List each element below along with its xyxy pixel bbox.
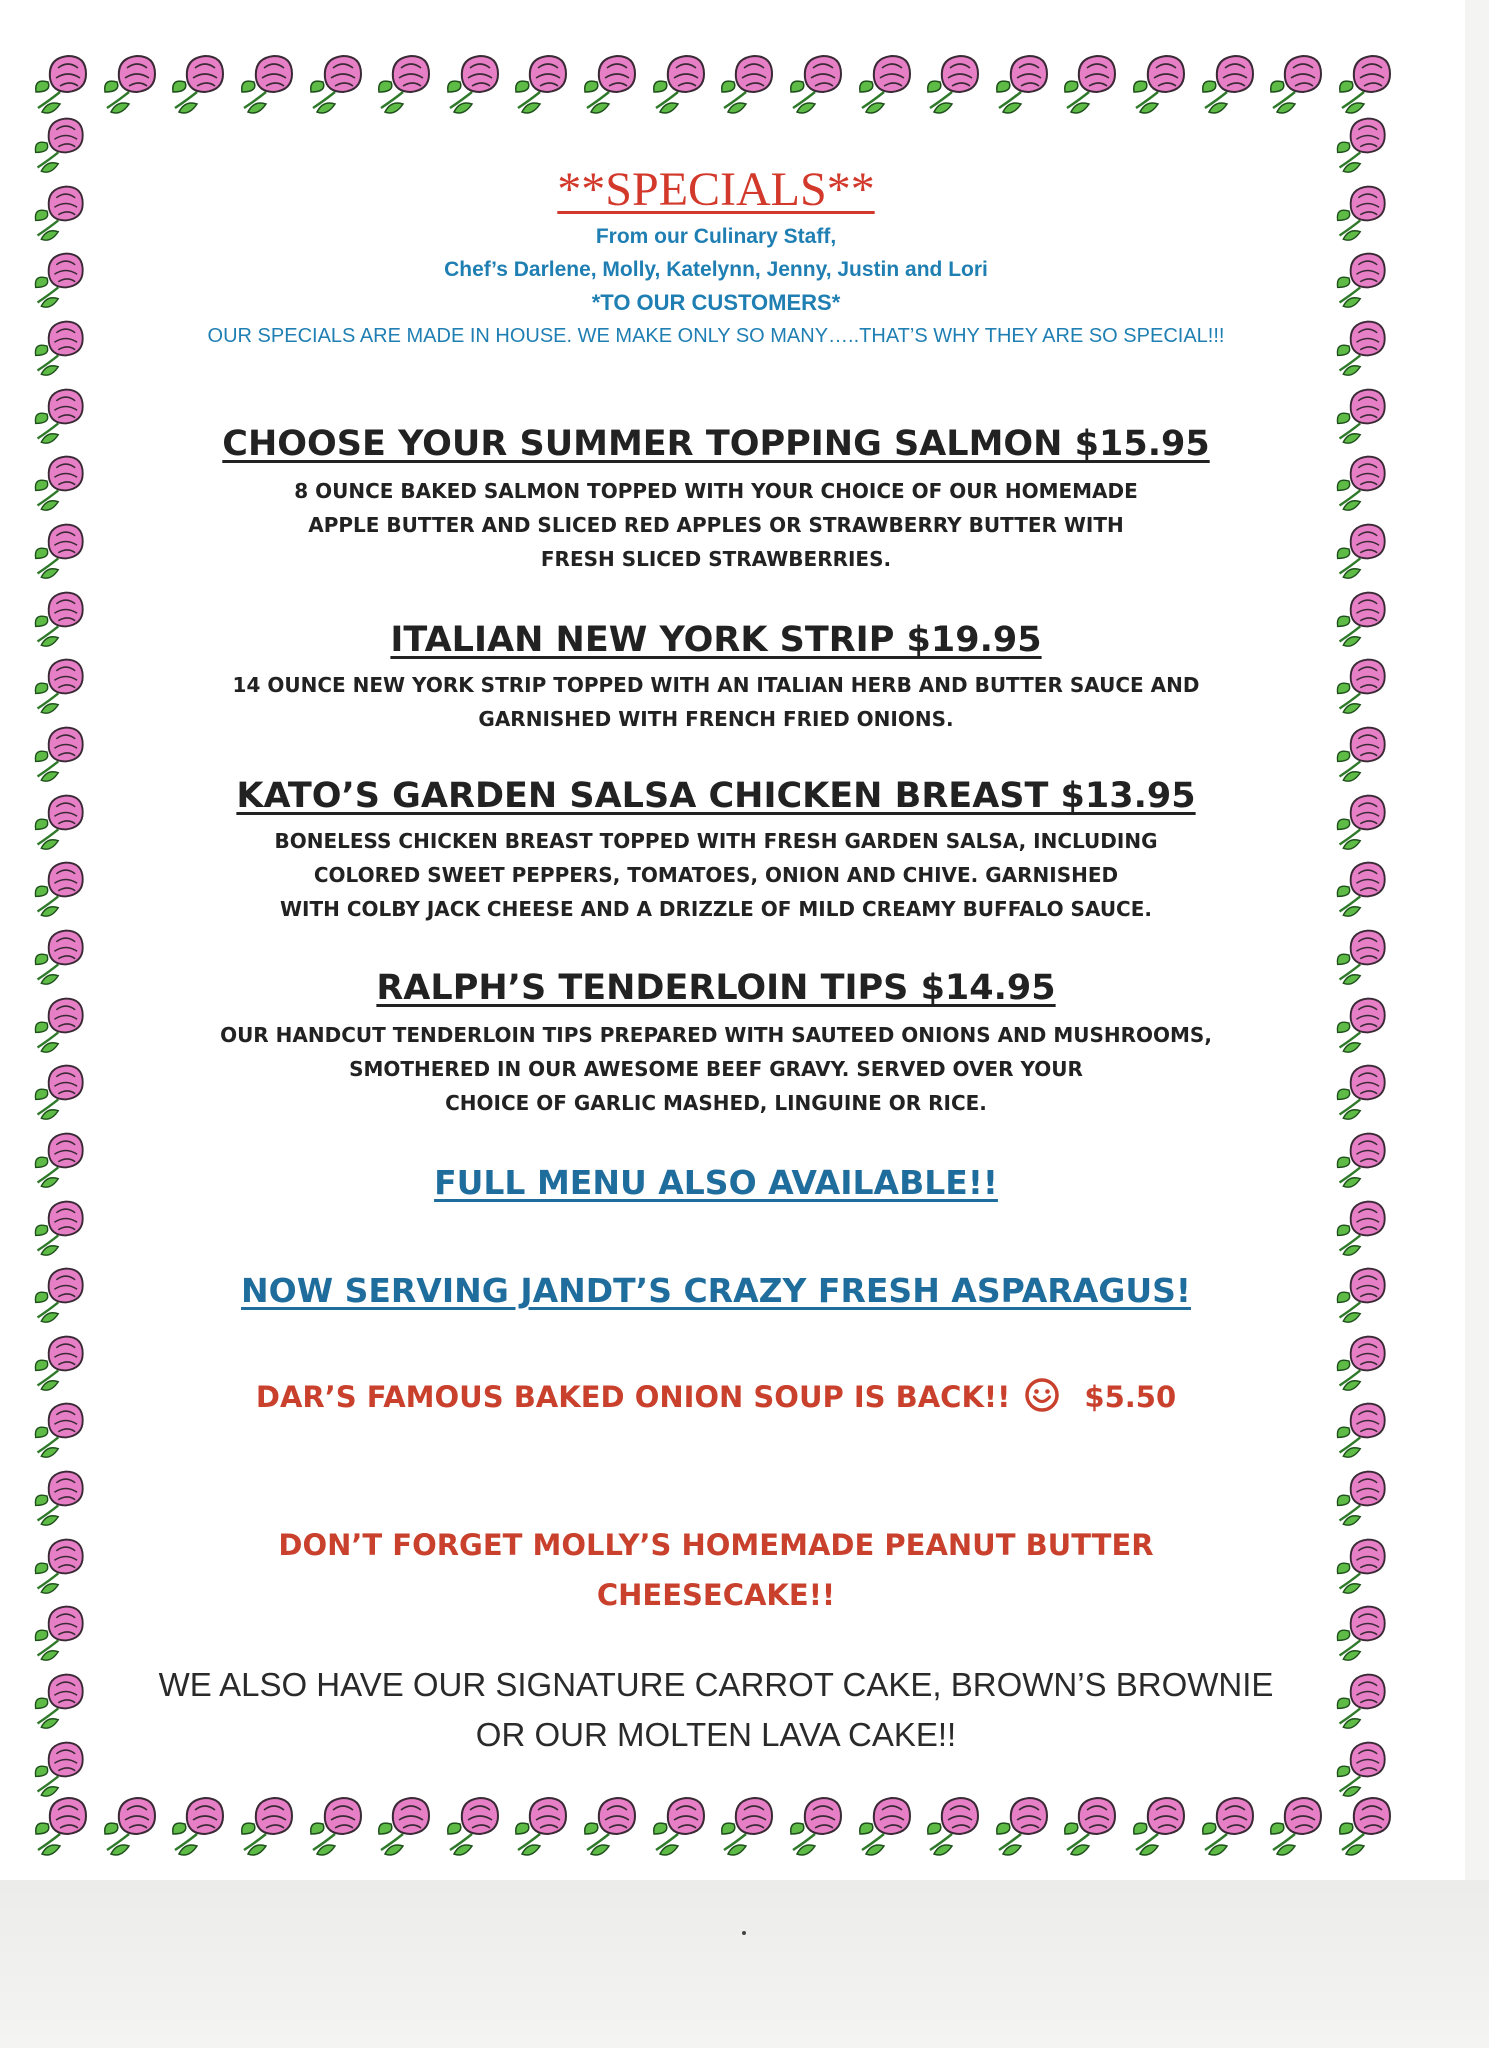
rose-icon — [1332, 1666, 1396, 1732]
rose-icon — [648, 1790, 716, 1858]
rose-icon — [1128, 48, 1196, 116]
rose-icon — [1332, 584, 1396, 650]
rose-border-top — [30, 48, 1402, 118]
rose-icon — [1332, 245, 1396, 311]
rose-icon — [1332, 1328, 1396, 1394]
full-menu-notice-text: FULL MENU ALSO AVAILABLE!! — [434, 1163, 998, 1202]
dish-description-line: CHOICE OF GARLIC MASHED, LINGUINE OR RICE. — [445, 1091, 987, 1115]
rose-icon — [1265, 1790, 1333, 1858]
desserts-notice — [110, 1660, 1322, 1760]
rose-icon — [30, 178, 94, 244]
dish-title-text: ITALIAN NEW YORK STRIP $19.95 — [390, 620, 1042, 660]
rose-icon — [30, 854, 94, 920]
rose-icon — [30, 110, 94, 176]
desserts-line-1: WE ALSO HAVE OUR SIGNATURE CARROT CAKE, BROWN’S BROWNIE — [158, 1666, 1274, 1703]
rose-icon — [167, 48, 235, 116]
rose-icon — [1332, 651, 1396, 717]
rose-border-bottom — [30, 1790, 1402, 1860]
rose-icon — [991, 48, 1059, 116]
dish-title-tenderloin — [110, 966, 1322, 1010]
rose-icon — [1332, 178, 1396, 244]
onion-soup-text: DAR’S FAMOUS BAKED ONION SOUP IS BACK!! — [255, 1380, 1011, 1414]
rose-icon — [30, 1328, 94, 1394]
rose-icon — [30, 719, 94, 785]
rose-border-right — [1332, 110, 1402, 1800]
dish-description-chicken — [110, 824, 1322, 926]
rose-icon — [1334, 1790, 1402, 1858]
asparagus-notice-text: NOW SERVING JANDT’S CRAZY FRESH ASPARAGUS! — [241, 1271, 1191, 1310]
rose-icon — [1128, 1790, 1196, 1858]
rose-icon — [30, 381, 94, 447]
rose-icon — [1332, 1463, 1396, 1529]
dish-description-line: 14 OUNCE NEW YORK STRIP TOPPED WITH AN ITALIAN HERB AND BUTTER SAUCE AND — [232, 673, 1200, 697]
rose-icon — [785, 48, 853, 116]
dish-description-line: OUR HANDCUT TENDERLOIN TIPS PREPARED WITH SAUTEED ONIONS AND MUSHROOMS, — [220, 1023, 1212, 1047]
rose-icon — [579, 48, 647, 116]
dish-description-line: COLORED SWEET PEPPERS, TOMATOES, ONION AND CHIVE. GARNISHED — [313, 863, 1119, 887]
rose-icon — [30, 990, 94, 1056]
rose-icon — [922, 48, 990, 116]
rose-icon — [30, 1260, 94, 1326]
rose-icon — [854, 1790, 922, 1858]
rose-icon — [1265, 48, 1333, 116]
rose-icon — [1332, 381, 1396, 447]
rose-icon — [99, 48, 167, 116]
dish-description-strip — [110, 668, 1322, 736]
dish-title-text: KATO’S GARDEN SALSA CHICKEN BREAST $13.95 — [236, 776, 1196, 816]
rose-icon — [167, 1790, 235, 1858]
page-margin — [0, 1880, 1489, 2048]
rose-icon — [922, 1790, 990, 1858]
onion-soup-price: $5.50 — [1084, 1380, 1177, 1414]
rose-icon — [1332, 854, 1396, 920]
dish-description-line: FRESH SLICED STRAWBERRIES. — [540, 547, 892, 571]
cheesecake-notice — [110, 1520, 1322, 1620]
smiley-face-icon — [1024, 1377, 1060, 1428]
rose-icon — [30, 584, 94, 650]
rose-icon — [373, 48, 441, 116]
rose-icon — [716, 1790, 784, 1858]
rose-icon — [30, 1463, 94, 1529]
rose-icon — [30, 1790, 98, 1858]
rose-icon — [1332, 719, 1396, 785]
rose-icon — [1059, 48, 1127, 116]
intro-staff: From our Culinary Staff, — [595, 225, 837, 248]
rose-icon — [236, 1790, 304, 1858]
rose-border-left — [30, 110, 100, 1800]
rose-icon — [1197, 48, 1265, 116]
rose-icon — [1332, 990, 1396, 1056]
rose-icon — [30, 1598, 94, 1664]
dish-description-salmon — [110, 474, 1322, 576]
dish-description-line: SMOTHERED IN OUR AWESOME BEEF GRAVY. SERVED OVER YOUR — [349, 1057, 1083, 1081]
rose-icon — [1332, 922, 1396, 988]
rose-icon — [236, 48, 304, 116]
intro-customers: *TO OUR CUSTOMERS* — [591, 290, 841, 315]
rose-icon — [1332, 1260, 1396, 1326]
desserts-line-2: OR OUR MOLTEN LAVA CAKE!! — [475, 1716, 957, 1753]
rose-icon — [305, 48, 373, 116]
rose-icon — [785, 1790, 853, 1858]
dish-description-line: 8 OUNCE BAKED SALMON TOPPED WITH YOUR CHOICE OF OUR HOMEMADE — [294, 479, 1138, 503]
rose-icon — [1332, 1598, 1396, 1664]
rose-icon — [30, 245, 94, 311]
rose-icon — [373, 1790, 441, 1858]
rose-icon — [1334, 48, 1402, 116]
rose-icon — [579, 1790, 647, 1858]
rose-icon — [30, 313, 94, 379]
onion-soup-notice — [110, 1372, 1322, 1428]
dish-description-tenderloin — [110, 1018, 1322, 1120]
dish-title-strip — [110, 618, 1322, 662]
rose-icon — [30, 1193, 94, 1259]
rose-icon — [30, 1057, 94, 1123]
dish-title-salmon — [110, 422, 1322, 466]
rose-icon — [510, 1790, 578, 1858]
rose-icon — [30, 1395, 94, 1461]
rose-icon — [510, 48, 578, 116]
dish-title-chicken — [110, 774, 1322, 818]
dish-title-text: CHOOSE YOUR SUMMER TOPPING SALMON $15.95 — [222, 424, 1210, 464]
rose-icon — [442, 1790, 510, 1858]
rose-icon — [1332, 1125, 1396, 1191]
rose-icon — [30, 1125, 94, 1191]
rose-icon — [648, 48, 716, 116]
dish-title-text: RALPH’S TENDERLOIN TIPS $14.95 — [376, 968, 1056, 1008]
asparagus-notice — [110, 1270, 1322, 1312]
rose-icon — [1197, 1790, 1265, 1858]
rose-icon — [1332, 787, 1396, 853]
rose-icon — [30, 448, 94, 514]
rose-icon — [1332, 448, 1396, 514]
rose-icon — [30, 651, 94, 717]
rose-icon — [854, 48, 922, 116]
rose-icon — [991, 1790, 1059, 1858]
rose-icon — [1332, 313, 1396, 379]
rose-icon — [1332, 1057, 1396, 1123]
rose-icon — [1332, 516, 1396, 582]
intro-chefs: Chef’s Darlene, Molly, Katelynn, Jenny, Justin and Lori — [444, 258, 988, 281]
full-menu-notice — [110, 1162, 1322, 1204]
rose-icon — [716, 48, 784, 116]
rose-icon — [30, 787, 94, 853]
rose-icon — [99, 1790, 167, 1858]
rose-icon — [30, 1531, 94, 1597]
dish-description-line: BONELESS CHICKEN BREAST TOPPED WITH FRESH GARDEN SALSA, INCLUDING — [274, 829, 1158, 853]
rose-icon — [1332, 110, 1396, 176]
specials-title — [110, 164, 1322, 216]
rose-icon — [1332, 1193, 1396, 1259]
speck — [742, 1931, 746, 1935]
rose-icon — [1332, 1395, 1396, 1461]
rose-icon — [30, 516, 94, 582]
rose-icon — [442, 48, 510, 116]
rose-icon — [1332, 1531, 1396, 1597]
specials-title-text: **SPECIALS** — [557, 163, 875, 216]
dish-description-line: GARNISHED WITH FRENCH FRIED ONIONS. — [478, 707, 954, 731]
cheesecake-line-1: DON’T FORGET MOLLY’S HOMEMADE PEANUT BUTTER — [278, 1528, 1154, 1562]
intro-note: OUR SPECIALS ARE MADE IN HOUSE. WE MAKE ONLY SO MANY…..THAT’S WHY THEY ARE SO SPECIAL!!! — [207, 325, 1225, 347]
dish-description-line: WITH COLBY JACK CHEESE AND A DRIZZLE OF MILD CREAMY BUFFALO SAUCE. — [279, 897, 1152, 921]
rose-icon — [30, 1666, 94, 1732]
rose-icon — [30, 922, 94, 988]
cheesecake-line-2: CHEESECAKE!! — [596, 1578, 836, 1612]
rose-icon — [30, 48, 98, 116]
rose-icon — [305, 1790, 373, 1858]
dish-description-line: APPLE BUTTER AND SLICED RED APPLES OR STRAWBERRY BUTTER WITH — [308, 513, 1124, 537]
rose-icon — [1059, 1790, 1127, 1858]
